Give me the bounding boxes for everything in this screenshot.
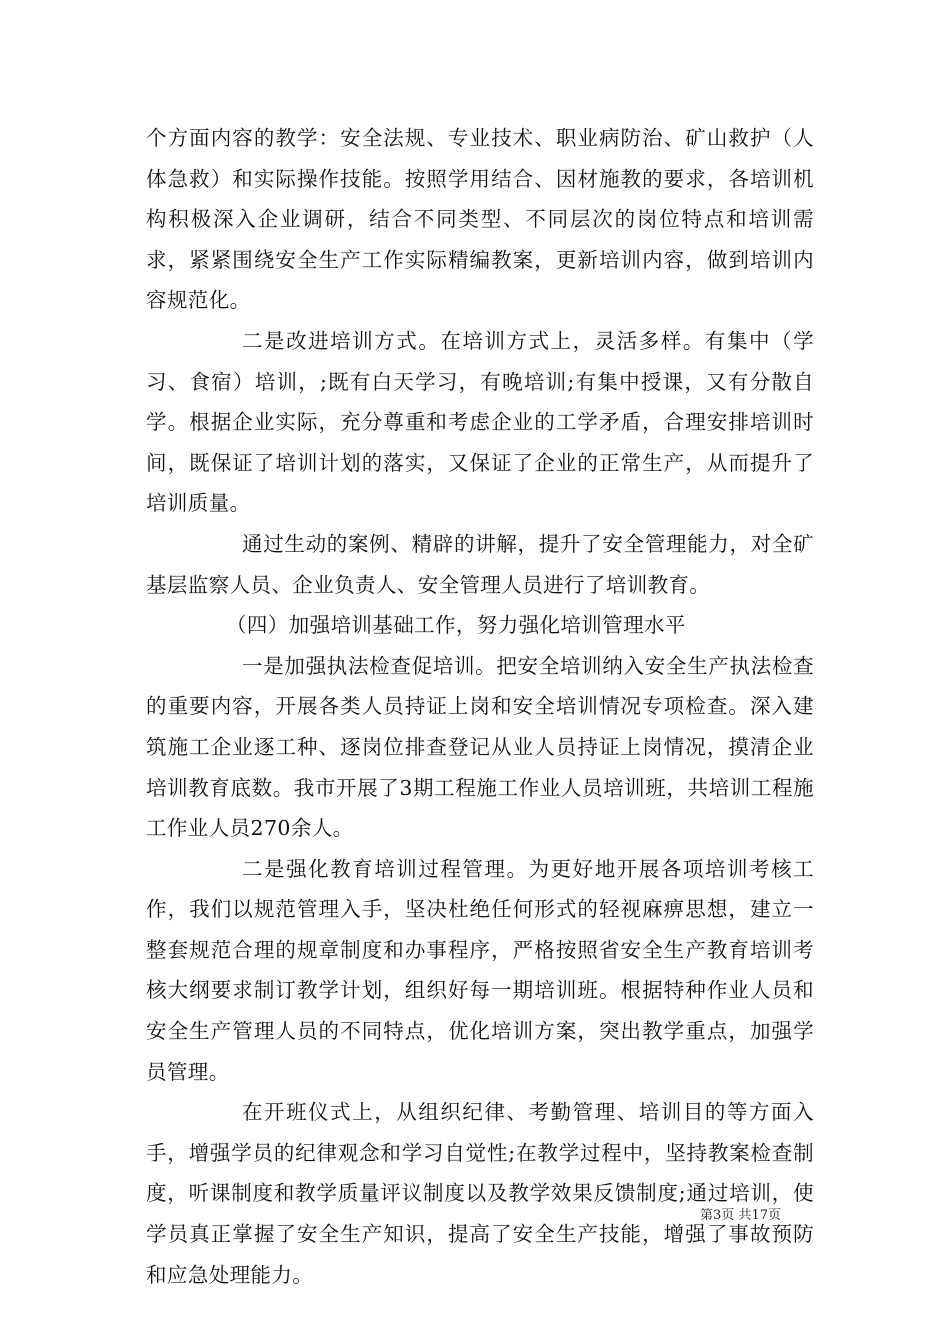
footer-prefix: 第 — [700, 1208, 714, 1223]
footer-middle: 页 共 — [721, 1208, 752, 1223]
paragraph-training-methods: 二是改进培训方式。在培训方式上，灵活多样。有集中（学习、食宿）培训，;既有白天学习，有晚培训;有集中授课，又有分散自学。根据企业实际，充分尊重和考虑企业的工学矛盾，合理安排培训时间，既保证了培训计划的落实，又保证了企业的正常生产，从而提升了培训质量。 — [146, 328, 814, 516]
footer-total-pages: 17 — [751, 1208, 768, 1223]
paragraph-case-lectures: 通过生动的案例、精辟的讲解，提升了安全管理能力，对全矿基层监察人员、企业负责人、安全管理人员进行了培训教育。 — [146, 531, 814, 597]
page-number-footer — [700, 1208, 820, 1224]
paragraph-law-enforcement: 一是加强执法检查促培训。把安全培训纳入安全生产执法检查的重要内容，开展各类人员持证上岗和安全培训情况专项检查。深入建筑施工企业逐工种、逐岗位排查登记从业人员持证上岗情况，摸清企业培训教育底数。我市开展了3期工程施工作业人员培训班，共培训工程施工作业人员270余人。 — [146, 653, 814, 841]
paragraph-teaching-content: 个方面内容的教学：安全法规、专业技术、职业病防治、矿山救护（人体急救）和实际操作技能。按照学用结合、因材施教的要求，各培训机构积极深入企业调研，结合不同类型、不同层次的岗位特点和培训需求，紧紧围绕安全生产工作实际精编教案，更新培训内容，做到培训内容规范化。 — [146, 126, 814, 313]
paragraph-process-management: 二是强化教育培训过程管理。为更好地开展各项培训考核工作，我们以规范管理入手，坚决杜绝任何形式的轻视麻痹思想，建立一整套规范合理的规章制度和办事程序，严格按照省安全生产教育培训考核大纲要求制订教学计划，组织好每一期培训班。根据特种作业人员和安全生产管理人员的不同特点，优化培训方案，突出教学重点，加强学员管理。 — [146, 856, 814, 1084]
section-heading: （四）加强培训基础工作，努力强化培训管理水平 — [226, 613, 686, 638]
footer-current-page: 3 — [713, 1208, 722, 1223]
paragraph-opening-ceremony: 在开班仪式上，从组织纪律、考勤管理、培训目的等方面入手，增强学员的纪律观念和学习自觉性;在教学过程中，坚持教案检查制度，听课制度和教学质量评议制度以及教学效果反馈制度;通过培训，使学员真正掌握了安全生产知识，提高了安全生产技能，增强了事故预防和应急处理能力。 — [146, 1100, 814, 1287]
footer-suffix: 页 — [767, 1208, 781, 1223]
document-body — [146, 118, 814, 1295]
